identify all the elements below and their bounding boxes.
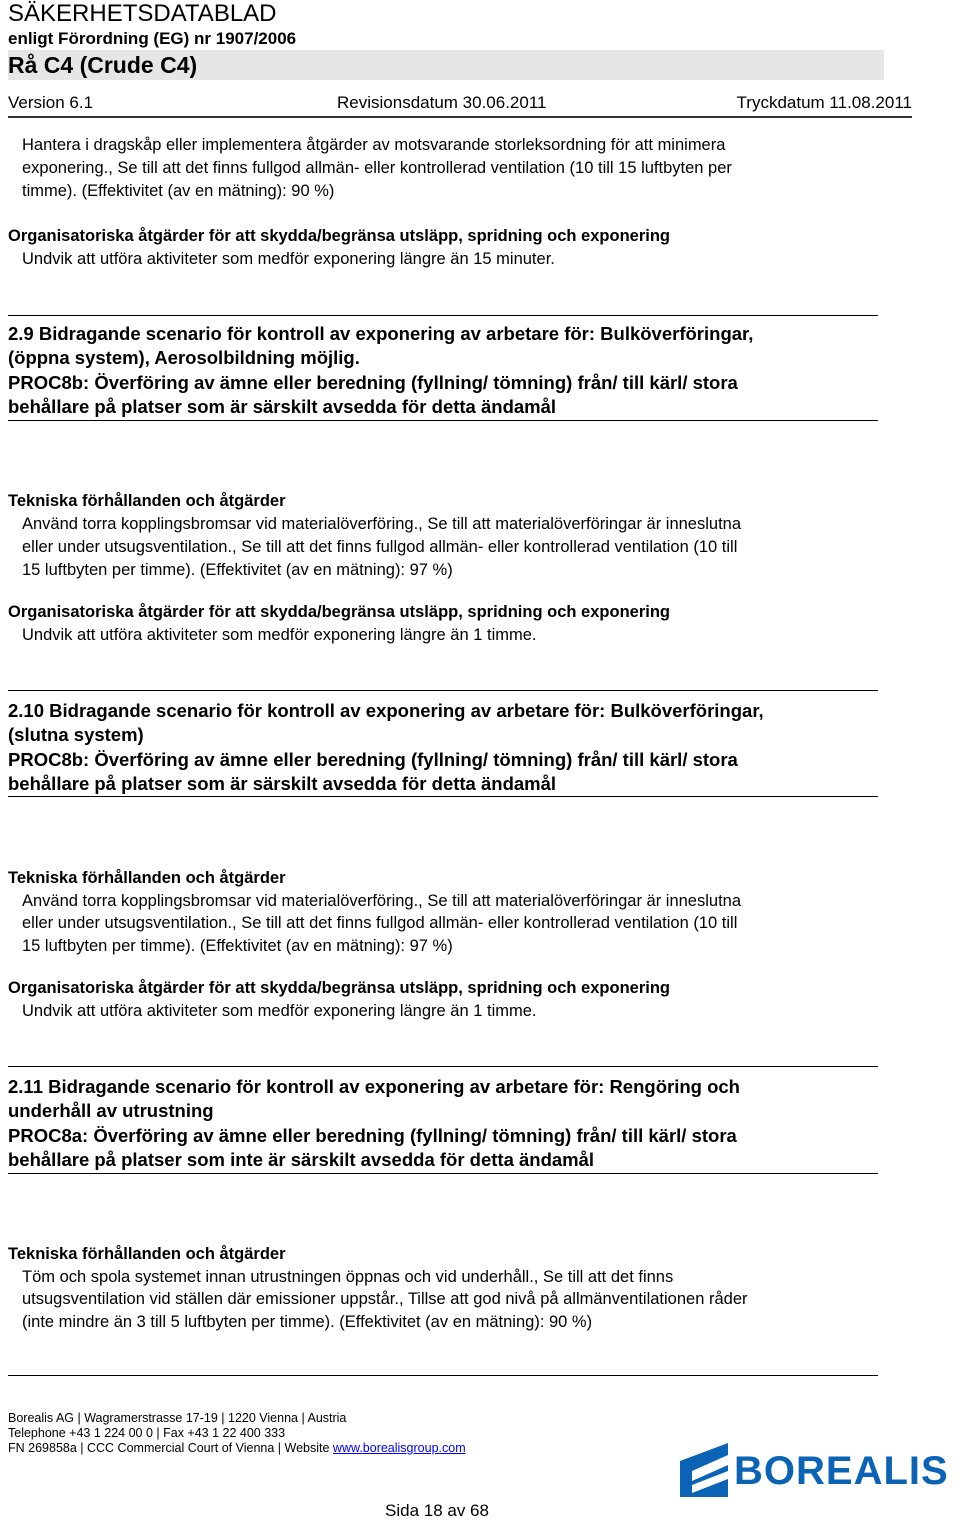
section-heading-2-10: 2.10 Bidragande scenario för kontroll av exponering av arbetare för: Bulköverföringar, [8,700,764,721]
document-title: SÄKERHETSDATABLAD [8,0,277,27]
section-divider [8,1066,878,1067]
tech-line: 15 luftbyten per timme). (Effektivitet (av en mätning): 97 %) [22,561,453,579]
borealis-logo-mark-icon [678,1441,730,1499]
section-divider [8,690,878,691]
intro-line: timme). (Effektivitet (av en mätning): 90 %) [22,182,335,200]
section-heading-2-10: behållare på platser som är särskilt avsedda för detta ändamål [8,773,557,794]
section-heading-2-9: PROC8b: Överföring av ämne eller beredning (fyllning/ tömning) från/ till kärl/ stora [8,372,738,393]
heading-underline [8,796,878,797]
footer-registration [8,1440,466,1456]
section-divider [8,315,878,316]
org-heading: Organisatoriska åtgärder för att skydda/begränsa utsläpp, spridning och exponering [8,227,670,245]
tech-line: (inte mindre än 3 till 5 luftbyten per timme). (Effektivitet (av en mätning): 90 %) [22,1313,593,1331]
tech-line: 15 luftbyten per timme). (Effektivitet (av en mätning): 97 %) [22,937,453,955]
org-text: Undvik att utföra aktiviteter som medför exponering längre än 15 minuter. [22,250,555,268]
website-link[interactable]: www.borealisgroup.com [332,1441,466,1455]
product-name: Rå C4 (Crude C4) [8,52,198,78]
tech-line: utsugsventilation vid ställen där emissioner uppstår., Tillse att god nivå på allmänventilationen råder [22,1290,748,1308]
regulation-subtitle: enligt Förordning (EG) nr 1907/2006 [8,29,297,48]
footer-registration-text: FN 269858a | CCC Commercial Court of Vienna | Website [8,1441,333,1455]
org-heading: Organisatoriska åtgärder för att skydda/begränsa utsläpp, spridning och exponering [8,979,670,997]
footer-divider [8,1375,878,1376]
product-name-bar [8,50,884,80]
heading-underline [8,1173,878,1174]
version-row [8,90,912,116]
tech-heading: Tekniska förhållanden och åtgärder [8,869,286,887]
section-heading-2-11: underhåll av utrustning [8,1100,214,1121]
org-text: Undvik att utföra aktiviteter som medför exponering längre än 1 timme. [22,1002,537,1020]
tech-line: Använd torra kopplingsbromsar vid materialöverföring., Se till att materialöverföringar är inneslutna [22,515,742,533]
header-divider [8,116,912,118]
section-heading-2-11: PROC8a: Överföring av ämne eller beredning (fyllning/ tömning) från/ till kärl/ stora [8,1125,737,1146]
tech-line: Töm och spola systemet innan utrustningen öppnas och vid underhåll., Se till att det finns [22,1268,674,1286]
tech-line: eller under utsugsventilation., Se till att det finns fullgod allmän- eller kontrollerad ventilation (10 till [22,538,738,556]
tech-line: eller under utsugsventilation., Se till att det finns fullgod allmän- eller kontrollerad ventilation (10 till [22,914,738,932]
footer-contact: Telephone +43 1 224 00 0 | Fax +43 1 22 400 333 [8,1426,286,1440]
section-heading-2-11: 2.11 Bidragande scenario för kontroll av exponering av arbetare för: Rengöring och [8,1076,740,1097]
borealis-logo-text: BOREALIS [734,1449,949,1493]
version-label: Version 6.1 [8,93,94,112]
org-text: Undvik att utföra aktiviteter som medför exponering längre än 1 timme. [22,626,537,644]
section-heading-2-9: behållare på platser som är särskilt avsedda för detta ändamål [8,396,557,417]
section-heading-2-11: behållare på platser som inte är särskilt avsedda för detta ändamål [8,1149,595,1170]
section-heading-2-9: 2.9 Bidragande scenario för kontroll av exponering av arbetare för: Bulköverföringar, [8,323,754,344]
org-heading: Organisatoriska åtgärder för att skydda/begränsa utsläpp, spridning och exponering [8,603,670,621]
tech-heading: Tekniska förhållanden och åtgärder [8,492,286,510]
tech-heading: Tekniska förhållanden och åtgärder [8,1245,286,1263]
borealis-logo [678,1441,958,1499]
section-heading-2-10: PROC8b: Överföring av ämne eller beredning (fyllning/ tömning) från/ till kärl/ stora [8,749,738,770]
section-heading-2-10: (slutna system) [8,724,144,745]
print-date: Tryckdatum 11.08.2011 [736,93,912,112]
section-heading-2-9: (öppna system), Aerosolbildning möjlig. [8,347,360,368]
intro-line: exponering., Se till att det finns fullgod allmän- eller kontrollerad ventilation (10 till 15 luftbyten per [22,159,732,177]
heading-underline [8,420,878,421]
tech-line: Använd torra kopplingsbromsar vid materialöverföring., Se till att materialöverföringar är inneslutna [22,892,742,910]
page-number: Sida 18 av 68 [385,1501,489,1520]
intro-line: Hantera i dragskåp eller implementera åtgärder av motsvarande storleksordning för att minimera [22,136,726,154]
revision-date: Revisionsdatum 30.06.2011 [337,93,547,112]
footer-address: Borealis AG | Wagramerstrasse 17-19 | 1220 Vienna | Austria [8,1411,347,1425]
